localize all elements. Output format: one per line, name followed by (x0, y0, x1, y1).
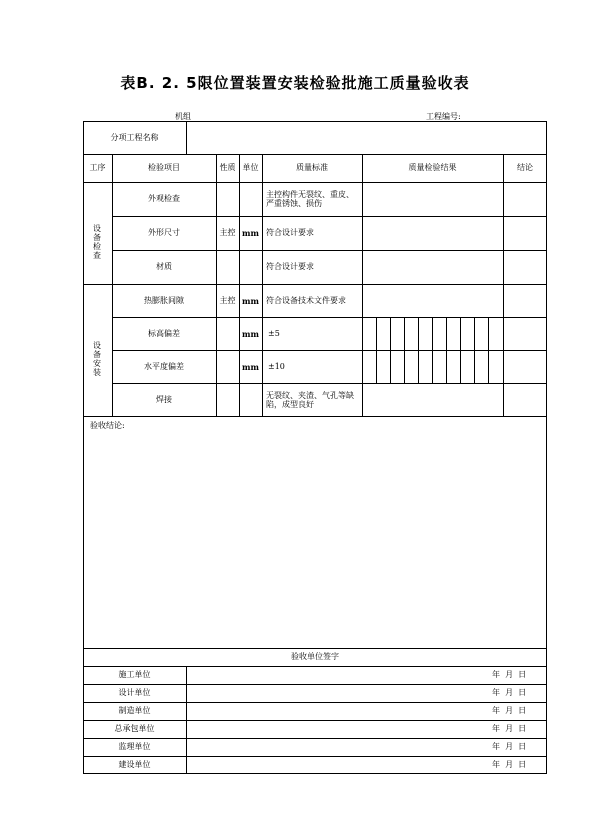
col-conclusion: 结论 (517, 163, 533, 172)
nature-cell: 主控 (219, 295, 236, 305)
unit-cell: mm (242, 228, 259, 238)
item-cell: 材质 (156, 262, 172, 271)
signature-date: 年 月 日 (492, 742, 527, 751)
signature-unit: 监理单位 (118, 742, 151, 751)
measure-grid-line (376, 317, 377, 383)
item-cell: 焊接 (156, 394, 172, 404)
col-rule (186, 666, 187, 774)
measure-grid-line (390, 317, 391, 383)
measure-grid-line (488, 317, 489, 383)
col-result: 质量检验结果 (408, 163, 457, 172)
standard-cell: 主控构件无裂纹、重皮、严重锈蚀、损伤 (266, 190, 354, 208)
project-no-label: 工程编号: (426, 112, 461, 121)
project-name-field[interactable] (188, 123, 546, 152)
measure-grid-line (418, 317, 419, 383)
signature-date: 年 月 日 (492, 670, 527, 679)
unit-cell: mm (242, 328, 259, 339)
signature-date: 年 月 日 (492, 724, 527, 733)
nature-cell: 主控 (219, 228, 236, 237)
col-process: 工序 (89, 163, 106, 172)
unit-cell: mm (242, 361, 259, 372)
col-nature: 性质 (219, 163, 236, 172)
acceptance-conclusion-field[interactable] (84, 434, 546, 646)
item-cell: 水平度偏差 (144, 361, 184, 371)
col-unit: 单位 (242, 163, 259, 172)
item-cell: 标高偏差 (148, 328, 180, 338)
col-rule (186, 121, 187, 154)
measure-grid-line (432, 317, 433, 383)
standard-cell: ±10 (268, 361, 285, 371)
signature-unit: 建设单位 (118, 760, 151, 769)
item-cell: 外形尺寸 (148, 228, 180, 237)
signature-date: 年 月 日 (492, 706, 527, 715)
item-cell: 外观检查 (148, 194, 180, 203)
signature-title: 验收单位签字 (291, 652, 339, 661)
col-standard: 质量标准 (296, 163, 328, 172)
acceptance-conclusion-label: 验收结论: (90, 421, 125, 430)
measure-grid-line (404, 317, 405, 383)
project-name-label: 分项工程名称 (110, 132, 159, 142)
unit-cell: mm (242, 295, 259, 306)
standard-cell: 符合设计要求 (266, 262, 314, 271)
signature-unit: 制造单位 (118, 706, 151, 715)
signature-unit: 设计单位 (118, 688, 151, 697)
standard-cell: 符合设备技术文件要求 (266, 296, 346, 305)
signature-unit: 施工单位 (118, 670, 151, 679)
unit-label: 机组 (175, 112, 191, 121)
col-item: 检验项目 (148, 163, 180, 172)
col-rule (262, 154, 263, 416)
standard-cell: 符合设计要求 (266, 228, 314, 237)
col-rule (362, 154, 363, 416)
standard-cell: ±5 (268, 328, 280, 338)
row-rule (83, 416, 547, 417)
measure-grid-line (474, 317, 475, 383)
signature-unit: 总承包单位 (114, 724, 155, 733)
col-rule (503, 154, 504, 416)
measure-grid-line (446, 317, 447, 383)
group-label-installation: 设备安装 (93, 341, 101, 377)
group-label-inspection: 设备检查 (93, 224, 101, 260)
measure-grid-line (460, 317, 461, 383)
item-cell: 热膨胀间隙 (144, 295, 184, 305)
signature-date: 年 月 日 (492, 688, 527, 697)
page-title: 表B. 2. 5限位置装置安装检验批施工质量验收表 (120, 74, 470, 92)
signature-date: 年 月 日 (492, 760, 527, 769)
standard-cell: 无裂纹、夹渣、气孔等缺陷，成型良好 (266, 390, 354, 409)
